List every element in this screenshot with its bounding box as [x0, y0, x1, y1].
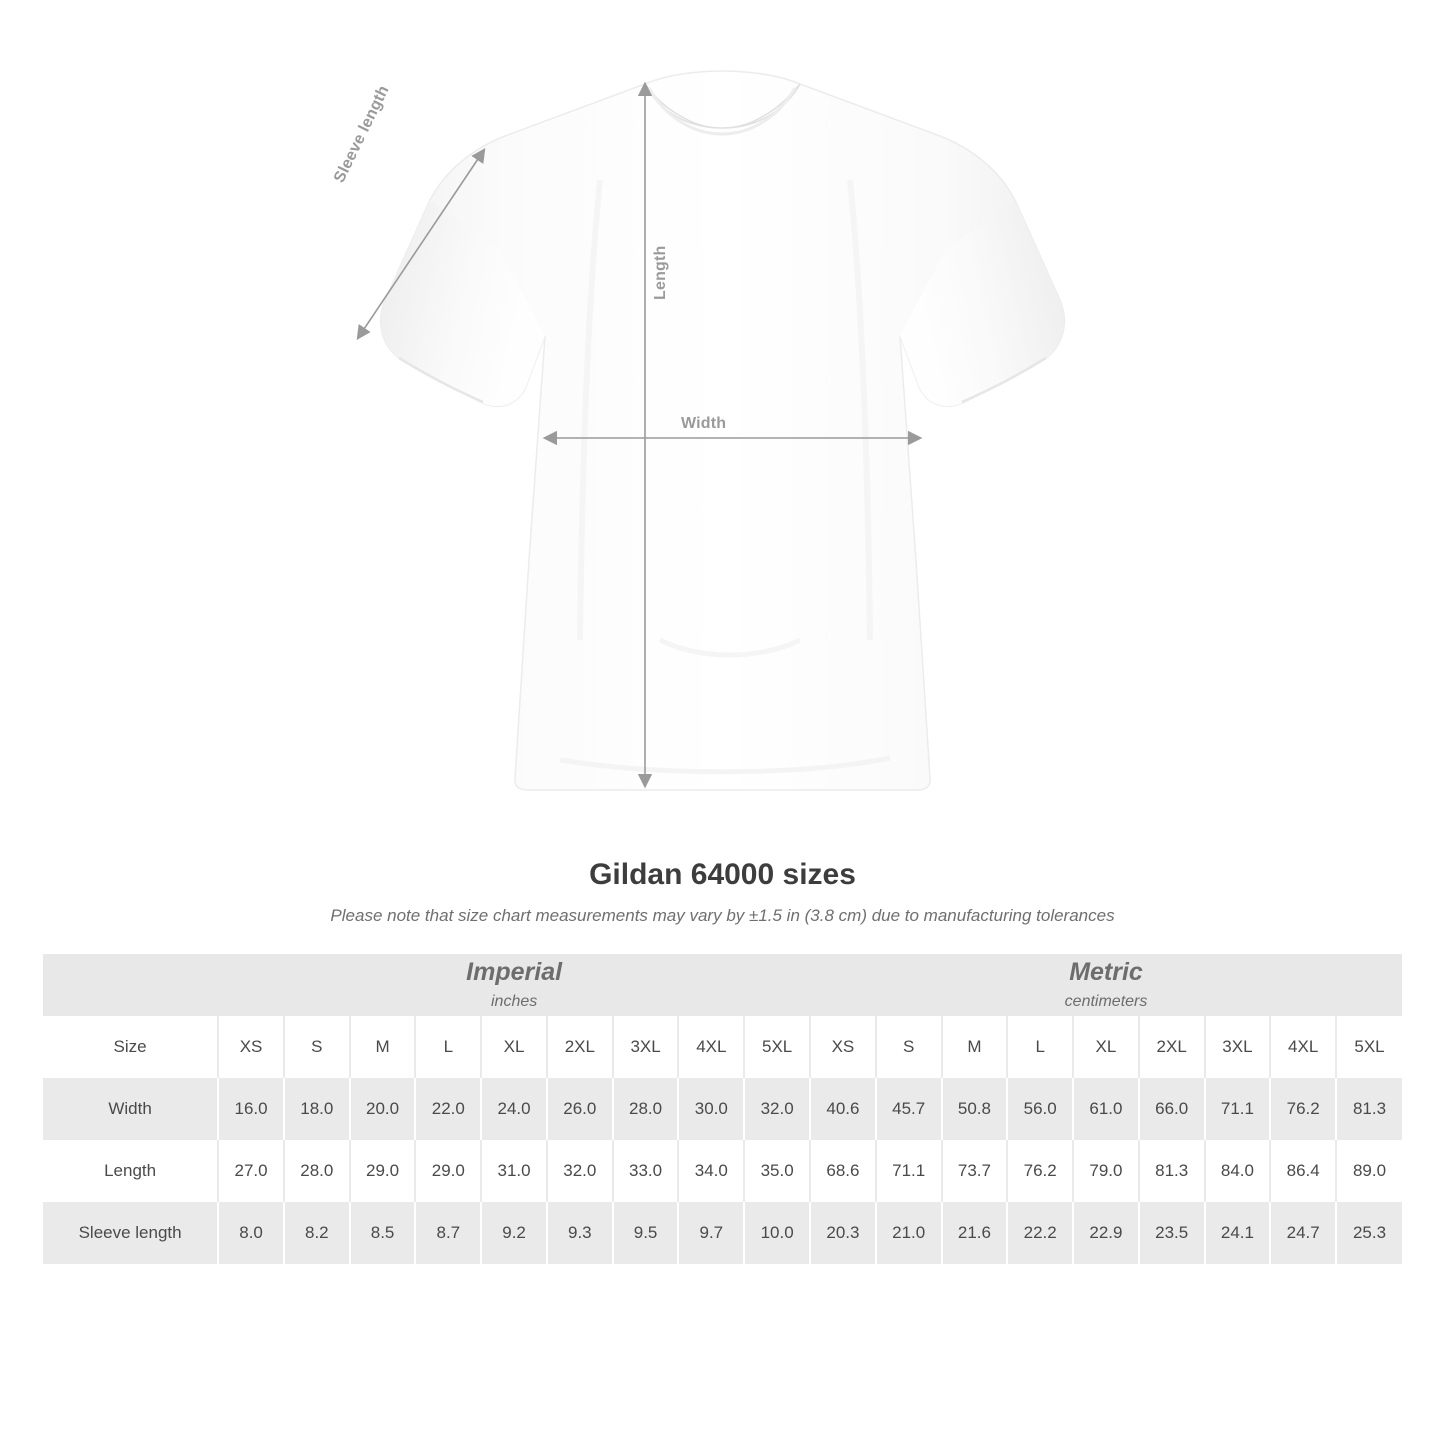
- length-label: Length: [652, 245, 669, 300]
- size-header-row: [43, 1016, 1402, 1078]
- cell-length-metric-4xl: 86.4: [1270, 1140, 1336, 1202]
- cell-length-metric-s: 71.1: [876, 1140, 942, 1202]
- cell-sleeve-imperial-xl: 9.2: [481, 1202, 547, 1264]
- unit-name-metric: Metric: [1069, 958, 1143, 987]
- cell-width-metric-5xl: 81.3: [1336, 1078, 1402, 1140]
- row-label-length: Length: [43, 1140, 218, 1202]
- size-header-imperial-xl: XL: [481, 1016, 547, 1078]
- unit-header-spacer: [43, 954, 218, 1016]
- tolerance-note: Please note that size chart measurements may vary by ±1.5 in (3.8 cm) due to manufacturing tolerances: [330, 906, 1115, 925]
- unit-header-row: [43, 954, 1402, 1016]
- cell-length-metric-xl: 79.0: [1073, 1140, 1139, 1202]
- row-label-sleeve-length: Sleeve length: [43, 1202, 218, 1264]
- cell-sleeve-imperial-s: 8.2: [284, 1202, 350, 1264]
- size-header-imperial-s: S: [284, 1016, 350, 1078]
- cell-sleeve-metric-5xl: 25.3: [1336, 1202, 1402, 1264]
- cell-sleeve-imperial-2xl: 9.3: [547, 1202, 613, 1264]
- cell-width-imperial-4xl: 30.0: [678, 1078, 744, 1140]
- cell-width-metric-xl: 61.0: [1073, 1078, 1139, 1140]
- row-label-width: Width: [43, 1078, 218, 1140]
- cell-sleeve-metric-l: 22.2: [1007, 1202, 1073, 1264]
- table-row: [43, 1140, 1402, 1202]
- size-header-imperial-xs: XS: [218, 1016, 284, 1078]
- size-header-imperial-5xl: 5XL: [744, 1016, 810, 1078]
- cell-sleeve-metric-4xl: 24.7: [1270, 1202, 1336, 1264]
- cell-length-metric-2xl: 81.3: [1139, 1140, 1205, 1202]
- size-header-metric-xs: XS: [810, 1016, 876, 1078]
- cell-width-imperial-xs: 16.0: [218, 1078, 284, 1140]
- cell-sleeve-imperial-5xl: 10.0: [744, 1202, 810, 1264]
- size-header-metric-4xl: 4XL: [1270, 1016, 1336, 1078]
- cell-length-metric-5xl: 89.0: [1336, 1140, 1402, 1202]
- size-header-imperial-3xl: 3XL: [613, 1016, 679, 1078]
- size-label: Size: [43, 1016, 218, 1078]
- cell-width-imperial-2xl: 26.0: [547, 1078, 613, 1140]
- unit-sub-imperial: inches: [490, 992, 538, 1010]
- size-header-metric-m: M: [942, 1016, 1008, 1078]
- cell-sleeve-imperial-l: 8.7: [415, 1202, 481, 1264]
- cell-width-metric-4xl: 76.2: [1270, 1078, 1336, 1140]
- size-header-metric-2xl: 2XL: [1139, 1016, 1205, 1078]
- cell-sleeve-imperial-3xl: 9.5: [613, 1202, 679, 1264]
- cell-width-metric-s: 45.7: [876, 1078, 942, 1140]
- cell-sleeve-metric-m: 21.6: [942, 1202, 1008, 1264]
- size-header-metric-xl: XL: [1073, 1016, 1139, 1078]
- cell-length-imperial-3xl: 33.0: [613, 1140, 679, 1202]
- cell-length-imperial-5xl: 35.0: [744, 1140, 810, 1202]
- cell-width-metric-3xl: 71.1: [1205, 1078, 1271, 1140]
- cell-sleeve-imperial-xs: 8.0: [218, 1202, 284, 1264]
- cell-width-metric-2xl: 66.0: [1139, 1078, 1205, 1140]
- cell-sleeve-metric-xs: 20.3: [810, 1202, 876, 1264]
- cell-length-metric-3xl: 84.0: [1205, 1140, 1271, 1202]
- cell-width-metric-l: 56.0: [1007, 1078, 1073, 1140]
- size-header-metric-s: S: [876, 1016, 942, 1078]
- cell-width-metric-xs: 40.6: [810, 1078, 876, 1140]
- sleeve-length-label: Sleeve length: [331, 82, 393, 186]
- unit-header-metric: [810, 954, 1402, 1016]
- cell-width-imperial-m: 20.0: [350, 1078, 416, 1140]
- cell-sleeve-metric-s: 21.0: [876, 1202, 942, 1264]
- cell-width-imperial-xl: 24.0: [481, 1078, 547, 1140]
- cell-width-imperial-s: 18.0: [284, 1078, 350, 1140]
- size-header-imperial-l: L: [415, 1016, 481, 1078]
- width-label: Width: [681, 415, 727, 432]
- page-title: Gildan 64000 sizes: [589, 858, 856, 891]
- cell-length-imperial-l: 29.0: [415, 1140, 481, 1202]
- cell-length-metric-m: 73.7: [942, 1140, 1008, 1202]
- cell-width-metric-m: 50.8: [942, 1078, 1008, 1140]
- cell-length-metric-xs: 68.6: [810, 1140, 876, 1202]
- cell-length-imperial-m: 29.0: [350, 1140, 416, 1202]
- cell-sleeve-imperial-4xl: 9.7: [678, 1202, 744, 1264]
- table-row: [43, 1078, 1402, 1140]
- cell-width-imperial-l: 22.0: [415, 1078, 481, 1140]
- size-table: [43, 954, 1402, 1264]
- cell-sleeve-metric-xl: 22.9: [1073, 1202, 1139, 1264]
- size-header-metric-3xl: 3XL: [1205, 1016, 1271, 1078]
- unit-header-imperial: [218, 954, 810, 1016]
- cell-length-imperial-xl: 31.0: [481, 1140, 547, 1202]
- cell-width-imperial-3xl: 28.0: [613, 1078, 679, 1140]
- size-header-imperial-2xl: 2XL: [547, 1016, 613, 1078]
- size-header-imperial-4xl: 4XL: [678, 1016, 744, 1078]
- size-header-metric-l: L: [1007, 1016, 1073, 1078]
- cell-sleeve-imperial-m: 8.5: [350, 1202, 416, 1264]
- cell-length-imperial-xs: 27.0: [218, 1140, 284, 1202]
- cell-length-imperial-s: 28.0: [284, 1140, 350, 1202]
- size-header-imperial-m: M: [350, 1016, 416, 1078]
- size-table-wrapper: [43, 954, 1402, 1264]
- cell-length-metric-l: 76.2: [1007, 1140, 1073, 1202]
- table-row: [43, 1202, 1402, 1264]
- cell-sleeve-metric-3xl: 24.1: [1205, 1202, 1271, 1264]
- title-block: [0, 858, 1445, 926]
- unit-sub-metric: centimeters: [1064, 992, 1148, 1010]
- unit-name-imperial: Imperial: [466, 958, 563, 987]
- cell-sleeve-metric-2xl: 23.5: [1139, 1202, 1205, 1264]
- cell-width-imperial-5xl: 32.0: [744, 1078, 810, 1140]
- size-header-metric-5xl: 5XL: [1336, 1016, 1402, 1078]
- cell-length-imperial-4xl: 34.0: [678, 1140, 744, 1202]
- cell-length-imperial-2xl: 32.0: [547, 1140, 613, 1202]
